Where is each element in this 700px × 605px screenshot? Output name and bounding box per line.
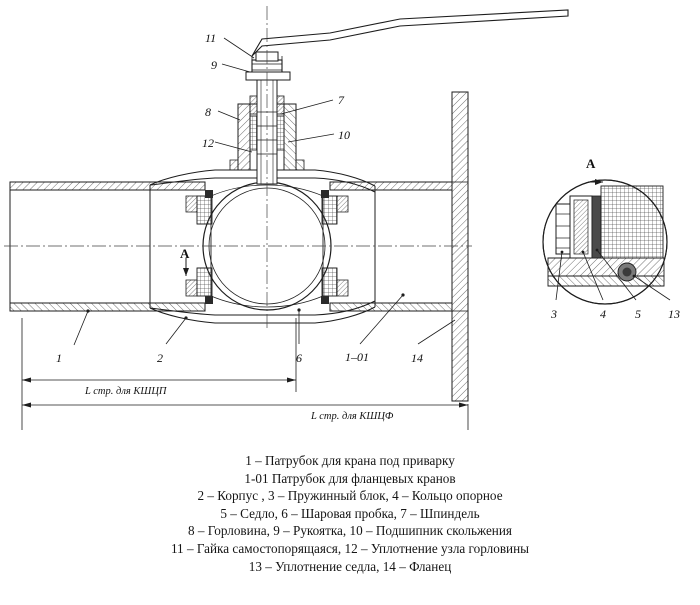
callout-2: 2: [157, 351, 163, 365]
callout-5: 5: [635, 307, 641, 321]
callout-12: 12: [202, 136, 214, 150]
dimension-label-kshcp: L стр. для КШЦП: [85, 386, 167, 397]
parts-legend: [0, 452, 700, 575]
callout-7: 7: [338, 93, 344, 107]
legend-line-2: 1-01 Патрубок для фланцевых кранов: [244, 470, 456, 486]
callout-6: 6: [296, 351, 302, 365]
legend-line-7: 13 – Уплотнение седла, 14 – Фланец: [248, 558, 452, 574]
handle-lever: [246, 10, 568, 80]
legend-line-5: 8 – Горловина, 9 – Рукоятка, 10 – Подшипник скольжения: [188, 523, 512, 539]
callout-9: 9: [211, 58, 217, 72]
legend-line-4: 5 – Седло, 6 – Шаровая пробка, 7 – Шпиндель: [220, 505, 480, 521]
flange: [452, 92, 468, 401]
section-mark-a-detail: A: [586, 156, 596, 171]
legend-line-1: 1 – Патрубок для крана под приварку: [245, 453, 455, 468]
section-mark-a-main: A: [180, 246, 190, 261]
callout-1-01: 1–01: [345, 350, 369, 364]
ball-plug: [203, 182, 331, 310]
callout-8: 8: [205, 105, 211, 119]
callout-10: 10: [338, 128, 350, 142]
dimension-label-kshcf: L стр. для КШЦФ: [311, 411, 394, 422]
left-pipe-weld-end: [10, 182, 205, 311]
callout-11: 11: [205, 31, 217, 45]
legend-line-3: 2 – Корпус , 3 – Пружинный блок, 4 – Кольцо опорное: [197, 488, 503, 504]
callout-13: 13: [668, 307, 680, 321]
callout-14: 14: [411, 351, 423, 365]
legend-line-6: 11 – Гайка самостопорящаяся, 12 – Уплотнение узла горловины: [170, 540, 530, 556]
callout-4: 4: [600, 307, 606, 321]
callout-1: 1: [56, 351, 62, 365]
dimension-lines: [22, 318, 468, 430]
callout-3: 3: [551, 307, 557, 321]
